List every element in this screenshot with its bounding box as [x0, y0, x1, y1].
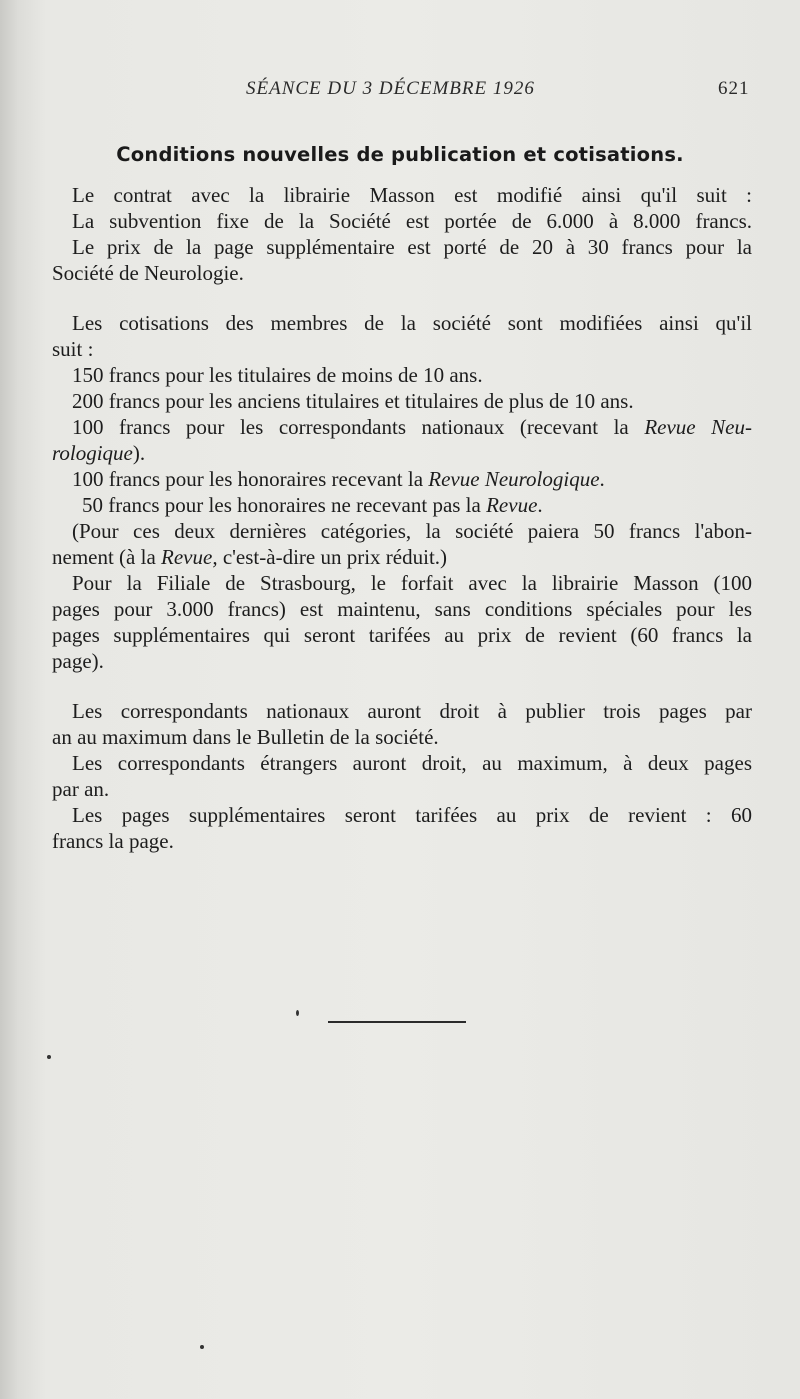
text-line: [52, 440, 752, 466]
italic-run: Revue,: [161, 545, 218, 569]
text-run: 50 francs pour les honoraires ne recevant pas la: [82, 493, 487, 517]
text-line: par an.: [52, 777, 110, 801]
text-line: page).: [52, 649, 104, 673]
text-line: Le contrat avec la librairie Masson est modifié ainsi qu'il suit :: [72, 183, 752, 207]
running-header: [0, 78, 800, 106]
text-run: .: [599, 467, 605, 491]
paragraph-gap: [52, 286, 752, 310]
print-speck: [47, 1055, 51, 1059]
text-line: suit :: [52, 337, 94, 361]
paragraph-gap: [52, 674, 752, 698]
text-line: Les cotisations des membres de la société sont modifiées ainsi qu'il: [72, 311, 752, 335]
text-line: 150 francs pour les titulaires de moins de 10 ans.: [72, 363, 483, 387]
text-run: .: [537, 493, 543, 517]
text-line: Les correspondants nationaux auront droit à publier trois pages par: [72, 699, 752, 723]
text-line: francs la page.: [52, 829, 174, 853]
text-line: [52, 466, 752, 492]
text-line: La subvention fixe de la Société est portée de 6.000 à 8.000 francs.: [72, 209, 752, 233]
italic-run: rologique: [52, 441, 133, 465]
text-line: [52, 414, 752, 440]
text-line: Les pages supplémentaires seront tarifées au prix de revient : 60: [72, 803, 752, 827]
text-run: 100 francs pour les honoraires recevant la: [72, 467, 429, 491]
text-run: c'est-à-dire un prix réduit.): [217, 545, 448, 569]
paragraph-contract: [52, 182, 752, 286]
italic-run: Revue Neu-: [644, 415, 752, 439]
text-line: an au maximum dans le Bulletin de la société.: [52, 725, 439, 749]
italic-run: Revue Neurologique: [428, 467, 600, 491]
body-text: [52, 182, 752, 854]
text-line: 200 francs pour les anciens titulaires et titulaires de plus de 10 ans.: [72, 389, 634, 413]
text-line: Le prix de la page supplémentaire est porté de 20 à 30 francs pour la: [72, 235, 752, 259]
text-line: Les correspondants étrangers auront droit, au maximum, à deux pages: [72, 751, 752, 775]
closing-rule: [328, 1021, 466, 1023]
text-line: (Pour ces deux dernières catégories, la société paiera 50 francs l'abon-: [72, 519, 752, 543]
print-speck: [200, 1345, 204, 1349]
text-run: nement (à la: [52, 545, 162, 569]
running-title: SÉANCE DU 3 DÉCEMBRE 1926: [246, 78, 535, 99]
text-run: ).: [132, 441, 146, 465]
page-number: 621: [718, 78, 750, 99]
text-line: pages pour 3.000 francs) est maintenu, sans conditions spéciales pour les: [52, 597, 752, 621]
paragraph-cotisations: [52, 310, 752, 674]
paragraph-correspondants: [52, 698, 752, 854]
text-line: pages supplémentaires qui seront tarifées au prix de revient (60 francs la: [52, 623, 752, 647]
section-title: Conditions nouvelles de publication et cotisations.: [116, 143, 684, 166]
text-line: [52, 492, 752, 518]
italic-run: Revue: [486, 493, 538, 517]
text-line: Société de Neurologie.: [52, 261, 244, 285]
text-line: [52, 544, 752, 570]
text-line: Pour la Filiale de Strasbourg, le forfait avec la librairie Masson (100: [72, 571, 752, 595]
print-speck: [296, 1010, 299, 1016]
text-run: 100 francs pour les correspondants nationaux (recevant la: [72, 415, 645, 439]
